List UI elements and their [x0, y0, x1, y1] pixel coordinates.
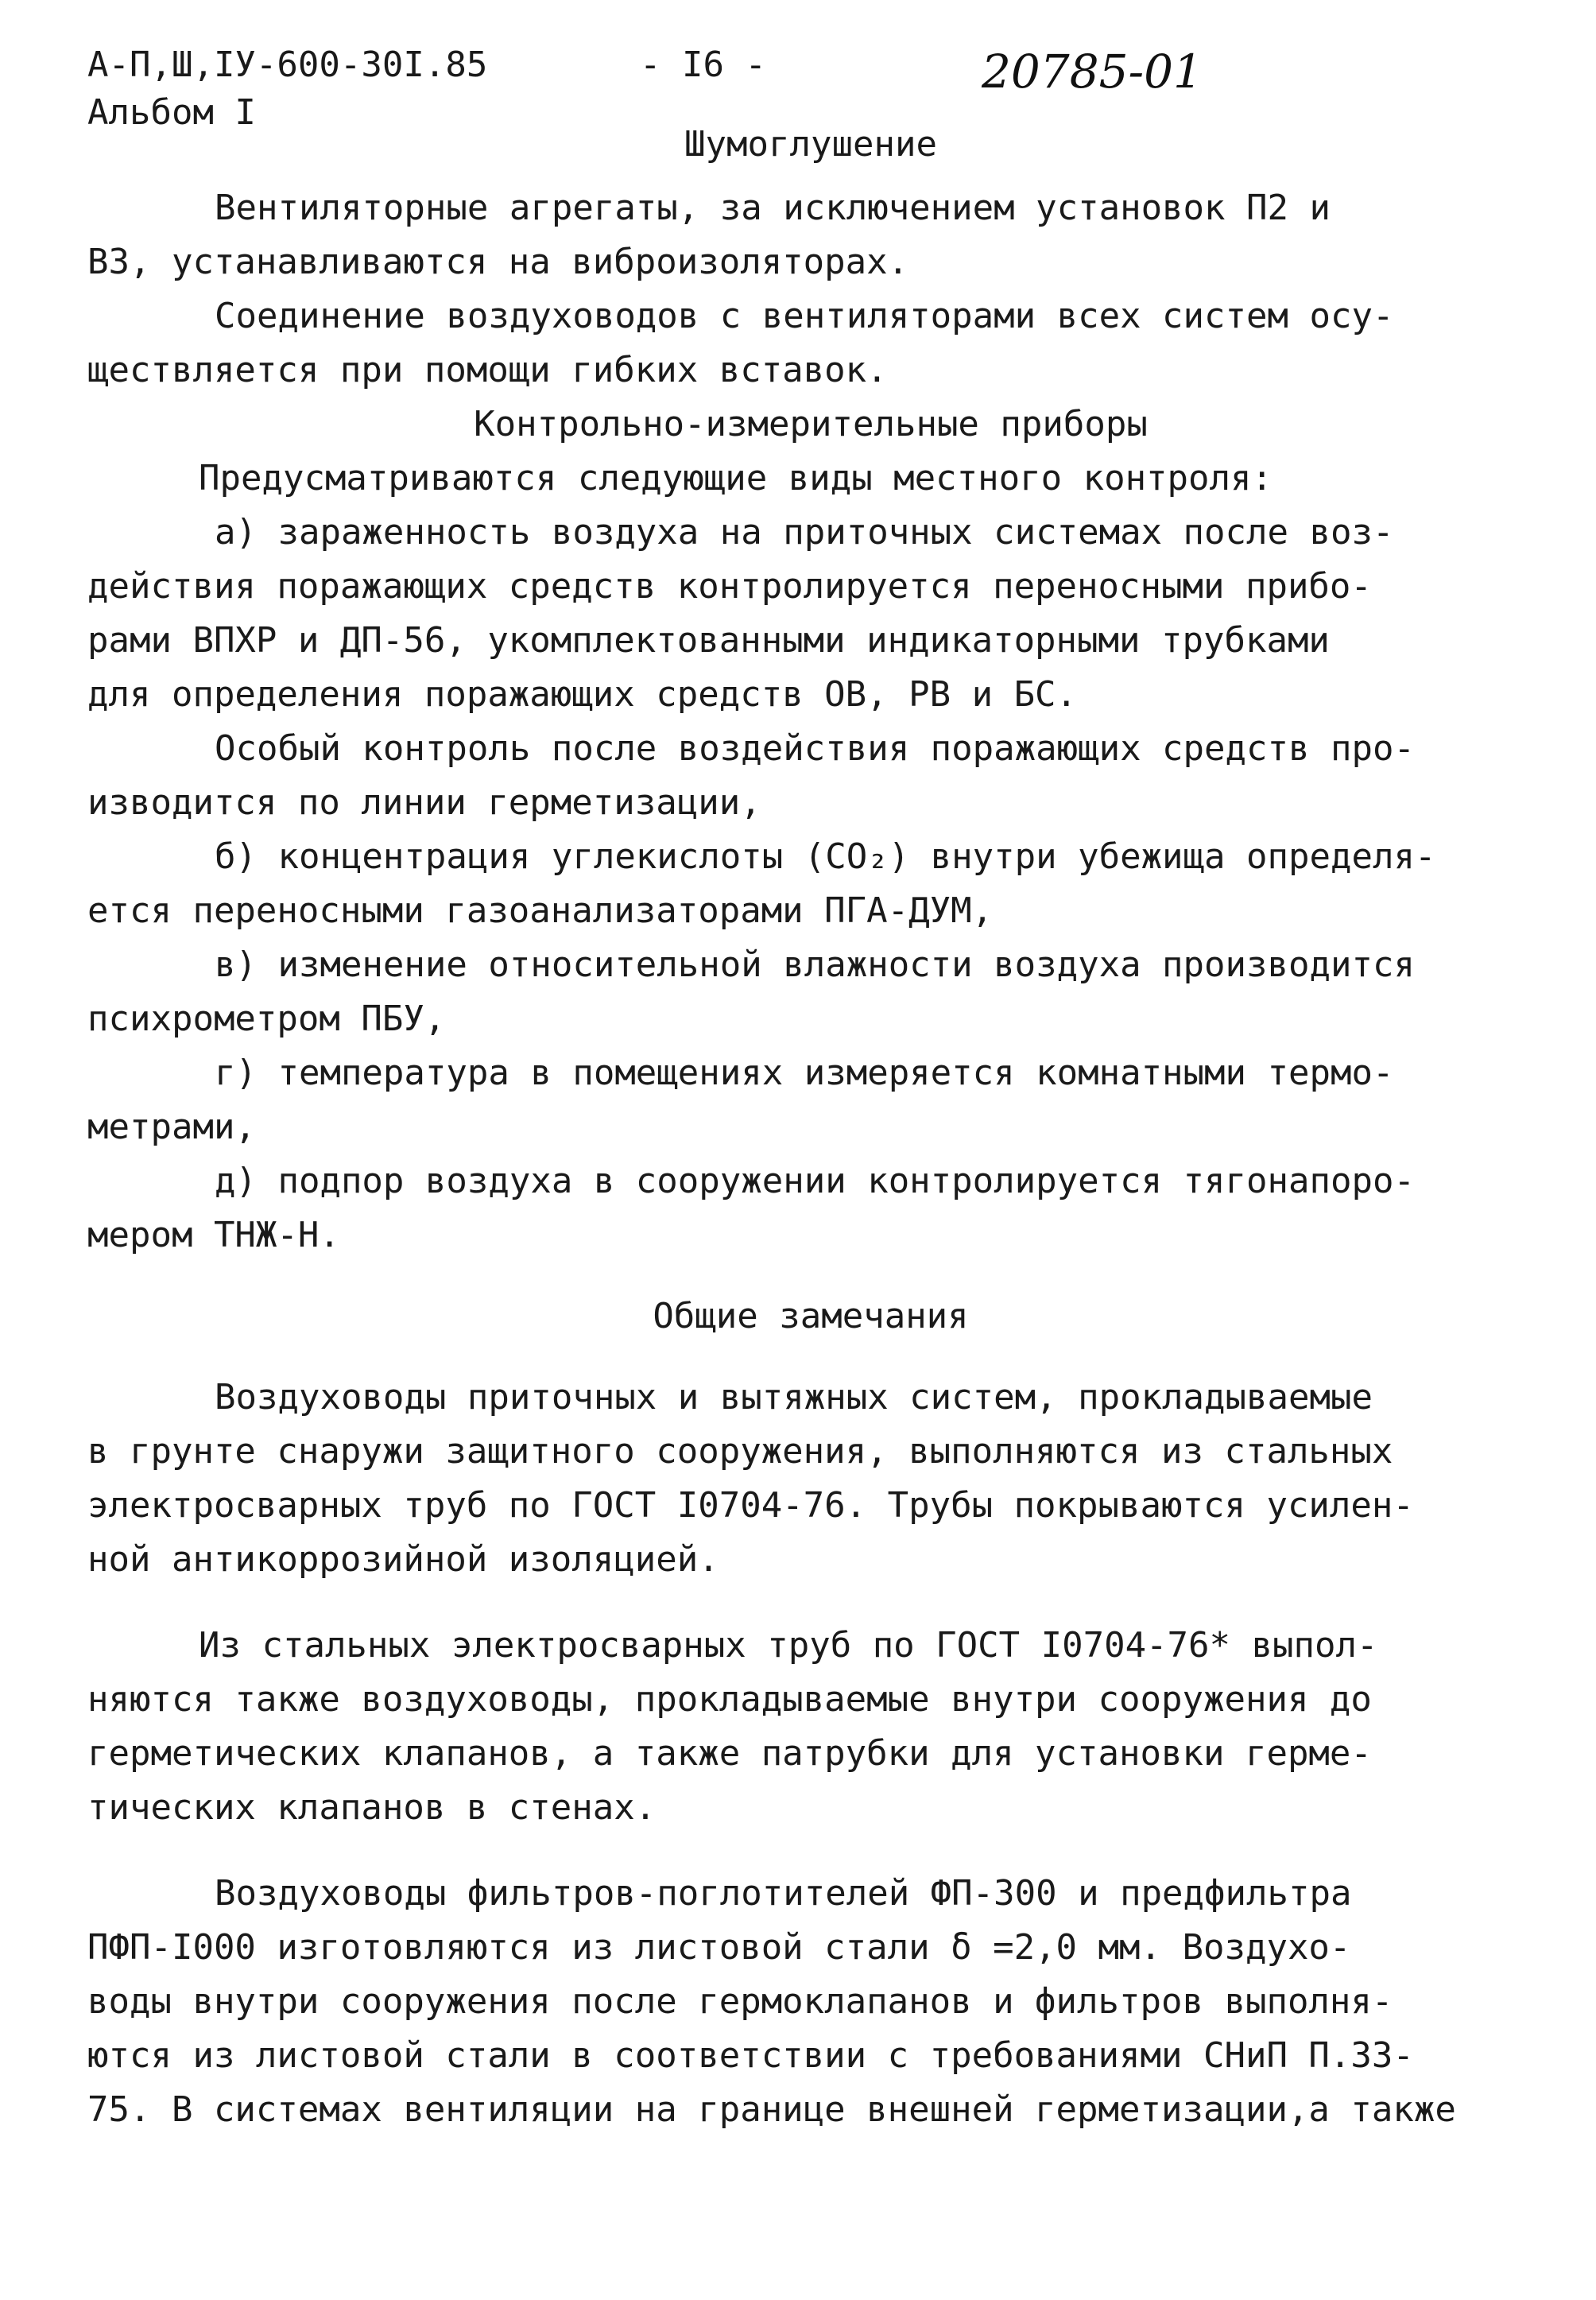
text-line: электросварных труб по ГОСТ I0704-76. Трубы покрываются усилен- — [87, 1485, 1414, 1526]
text-line: Предусматриваются следующие виды местного контроля: — [199, 458, 1273, 498]
paragraph — [87, 722, 1534, 830]
page-number: - I6 - — [640, 45, 766, 85]
text-line: Соединение воздуховодов с вентиляторами всех систем осу- — [215, 296, 1394, 336]
text-line: Воздуховоды приточных и вытяжных систем, прокладываемые — [215, 1377, 1373, 1418]
text-line: изводится по линии герметизации, — [87, 782, 761, 823]
text-line: а) зараженность воздуха на приточных системах после воз- — [215, 512, 1394, 553]
text-line: ются из листовой стали в соответствии с требованиями СНиП П.33- — [87, 2035, 1414, 2076]
text-line: ПФП-I000 изготовляются из листовой стали δ =2,0 мм. Воздухо- — [87, 1927, 1351, 1968]
text-line: г) температура в помещениях измеряется комнатными термо- — [215, 1053, 1394, 1093]
text-line: Воздуховоды фильтров-поглотителей ФП-300 и предфильтра — [215, 1873, 1352, 1914]
text-line: герметических клапанов, а также патрубки для установки герме- — [87, 1733, 1372, 1774]
text-line: Вентиляторные агрегаты, за исключением установок П2 и — [215, 188, 1331, 228]
text-line: психрометром ПБУ, — [87, 999, 446, 1039]
paragraph — [87, 1154, 1534, 1262]
section-title-general: Общие замечания — [653, 1296, 969, 1336]
text-line: ной антикоррозийной изоляцией. — [87, 1539, 719, 1580]
text-line: тических клапанов в стенах. — [87, 1787, 657, 1828]
paragraph — [87, 1046, 1534, 1154]
text-line: б) концентрация углекислоты (СО₂) внутри убежища определя- — [215, 836, 1436, 877]
text-line: мером ТНЖ-Н. — [87, 1215, 340, 1255]
paragraph — [87, 830, 1534, 938]
text-line: действия поражающих средств контролируется переносными прибо- — [87, 566, 1372, 607]
text-line: д) подпор воздуха в сооружении контролируется тягонапоро- — [215, 1161, 1415, 1201]
text-line: 75. В системах вентиляции на границе внешней герметизации,а также — [87, 2089, 1456, 2130]
paragraph — [87, 1867, 1534, 2137]
text-line: няются также воздуховоды, прокладываемые внутри сооружения до — [87, 1679, 1372, 1720]
paragraph — [87, 181, 1534, 289]
document-code-line: А-П,Ш,IУ-600-30I.85 — [87, 45, 488, 85]
text-line: воды внутри сооружения после гермоклапанов и фильтров выполня- — [87, 1981, 1393, 2022]
paragraph — [87, 452, 1534, 506]
paragraph — [87, 506, 1534, 722]
section-title-instruments: Контрольно-измерительные приборы — [474, 404, 1148, 444]
text-line: ется переносными газоанализаторами ПГА-ДУМ, — [87, 890, 994, 931]
paragraph — [87, 1371, 1534, 1587]
album-label: Альбом I — [87, 92, 256, 133]
text-line: в грунте снаружи защитного сооружения, выполняются из стальных — [87, 1431, 1393, 1472]
text-line: ществляется при помощи гибких вставок. — [87, 350, 888, 390]
paragraph — [87, 1619, 1534, 1835]
handwritten-stamp-number: 20785-01 — [982, 45, 1203, 99]
text-line: в) изменение относительной влажности воздуха производится — [215, 944, 1415, 985]
text-line: рами ВПХР и ДП-56, укомплектованными индикаторными трубками — [87, 620, 1330, 661]
section-title-noise: Шумоглушение — [684, 124, 937, 165]
text-line: для определения поражающих средств ОВ, РВ и БС. — [87, 674, 1078, 715]
text-line: В3, устанавливаются на виброизоляторах. — [87, 242, 909, 282]
text-line: Особый контроль после воздействия поражающих средств про- — [215, 728, 1415, 769]
paragraph — [87, 938, 1534, 1046]
text-line: Из стальных электросварных труб по ГОСТ I0704-76* выпол- — [199, 1625, 1378, 1666]
paragraph — [87, 289, 1534, 398]
document-body — [87, 118, 1534, 2137]
text-line: метрами, — [87, 1107, 256, 1147]
